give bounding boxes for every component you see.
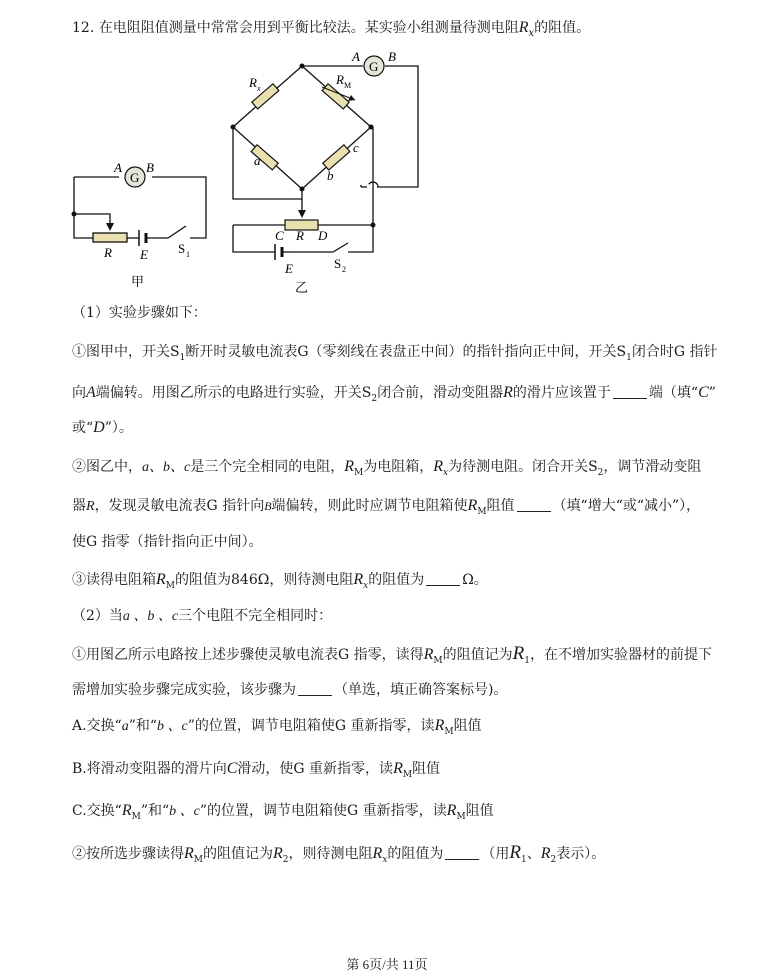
fig-right-label-rm: R	[336, 72, 344, 87]
fig-right-caption: 乙	[295, 281, 309, 296]
fig-left-label-s: S	[178, 241, 186, 256]
fig-left-label-s-sub: 1	[186, 250, 190, 259]
fig-right-label-rm-sub: M	[344, 81, 352, 90]
fig-right-label-e: E	[285, 261, 293, 276]
fig-right-label-d: D	[318, 228, 328, 243]
part1-step2-line1: ②图乙中，a、b、c是三个完全相同的电阻，$R_M$为电阻箱，$R_x$为待测电阻。闭合开关$S_2$，调节滑动变阻	[72, 458, 702, 478]
fig-right-label-rx-sub: x	[257, 84, 261, 93]
fig-right-label-s-sub: 2	[342, 265, 346, 274]
fig-right-label-b: B	[388, 49, 396, 64]
fig-left-caption: 甲	[131, 275, 145, 290]
fig-right-label-r: R	[296, 228, 304, 243]
answer-blank-3[interactable]	[426, 571, 460, 586]
fig-right-label-c-res: c	[353, 140, 359, 155]
fig-left-label-e: E	[140, 247, 148, 262]
fig-right-label-a: A	[352, 49, 360, 64]
answer-blank-1[interactable]	[613, 384, 647, 399]
fig-left-label-a: A	[114, 160, 122, 175]
part1-step1-line2: 向A端偏转。用图乙所示的电路进行实验，开关$S_2$闭合前，滑动变阻器R的滑片应该置于 端（填“C”	[72, 384, 716, 404]
part1-step2-line2: 器R，发现灵敏电流表G 指针向B端偏转，则此时应调节电阻箱使$R_M$阻值 （填“增大“或“减小”），	[72, 497, 701, 517]
option-a: A.交换“a”和“b 、c”的位置，调节电阻箱使G 重新指零，读$R_M$阻值	[72, 717, 482, 737]
fig-left-label-r: R	[104, 245, 112, 260]
part2-step1-line1: ①用图乙所示电路按上述步骤使灵敏电流表G 指零，读得$R_M$的阻值记为$R_1$，在不增加实验器材的前提下	[72, 643, 712, 666]
answer-blank-5[interactable]	[445, 845, 479, 860]
part1-step1-line1: ①图甲中，开关$S_1$断开时灵敏电流表G（零刻线在表盘正中间）的指针指向正中间，开关$S_1$闭合时G 指针	[72, 344, 718, 363]
option-c: C.交换“$R_M$”和“b 、c”的位置，调节电阻箱使G 重新指零，读$R_M$阻值	[72, 802, 494, 822]
part1-step1-line3: 或“D”）。	[72, 419, 133, 436]
part1-title: （1）实验步骤如下：	[72, 305, 207, 321]
fig-left-label-g: G	[130, 170, 140, 185]
part2-step2: ②按所选步骤读得$R_M$的阻值记为$R_2$，则待测电阻$R_x$的阻值为 （用$R_1$、$R_2$表示）。	[72, 842, 606, 865]
fig-right-label-s: S	[334, 256, 342, 271]
fig-right-label-a-res: a	[254, 153, 261, 168]
circuit-figures	[0, 45, 774, 345]
fig-left-label-b: B	[146, 160, 154, 175]
question-number: 12.	[72, 20, 95, 36]
figure-left-circuit	[74, 177, 206, 246]
option-b: B.将滑动变阻器的滑片向C滑动，使G 重新指零，读$R_M$阻值	[72, 760, 441, 780]
part1-step3: ③读得电阻箱$R_M$的阻值为846Ω，则待测电阻$R_x$的阻值为 Ω。	[72, 571, 488, 591]
part2-title: （2）当a 、b 、c三个电阻不完全相同时：	[72, 608, 333, 624]
fig-right-label-b-res: b	[327, 168, 334, 183]
resistor-c	[323, 145, 350, 170]
fig-right-label-g: G	[369, 59, 379, 74]
fig-right-label-rx: R	[249, 75, 257, 90]
part1-step2-line3: 使G 指零（指针指向正中间）。	[72, 534, 263, 550]
page-footer: 第 6页/共 11页	[346, 957, 428, 972]
fig-right-label-c: C	[275, 228, 284, 243]
answer-blank-2[interactable]	[517, 497, 551, 512]
answer-blank-4[interactable]	[298, 681, 332, 696]
question-stem: 12. 在电阻阻值测量中常常会用到平衡比较法。某实验小组测量待测电阻$R_x$的阻值。	[72, 19, 591, 39]
part2-step1-line2: 需增加实验步骤完成实验，该步骤为 （单选，填正确答案标号)。	[72, 682, 508, 698]
